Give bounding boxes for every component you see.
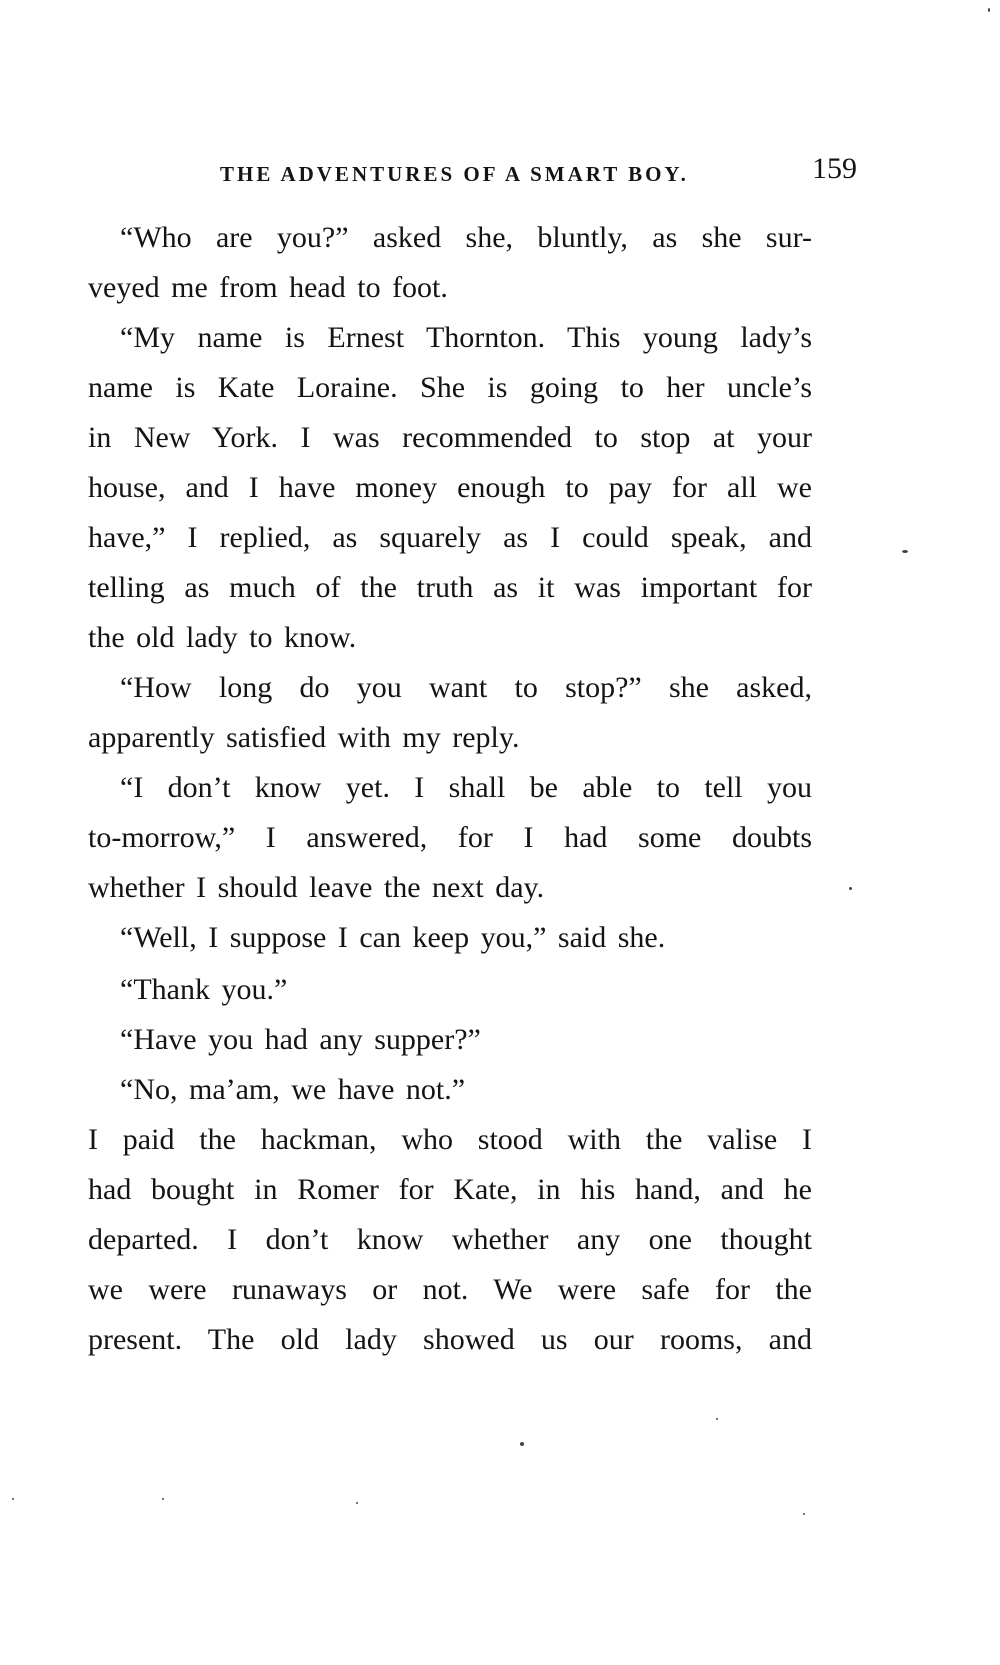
scan-speck xyxy=(356,1502,358,1504)
text-line: whether I should leave the next day. xyxy=(88,871,545,904)
text-line: “Have you had any supper?” xyxy=(120,1023,481,1056)
text-line: telling as much of the truth as it was important for xyxy=(88,571,812,604)
text-line: “No, ma’am, we have not.” xyxy=(120,1073,466,1106)
text-line: “Thank you.” xyxy=(120,973,288,1006)
scan-speck xyxy=(162,1498,164,1500)
text-line: apparently satisfied with my reply. xyxy=(88,721,520,754)
scan-speck xyxy=(716,1418,718,1420)
scan-speck xyxy=(12,1498,14,1500)
text-line: to-morrow,” I answered, for I had some doubts xyxy=(88,821,812,854)
text-line: have,” I replied, as squarely as I could speak, and xyxy=(88,521,812,554)
text-line: “Who are you?” asked she, bluntly, as she sur- xyxy=(120,221,812,254)
text-line: we were runaways or not. We were safe for the xyxy=(88,1273,812,1306)
text-line: present. The old lady showed us our rooms, and xyxy=(88,1323,812,1356)
text-line: “My name is Ernest Thornton. This young lady’s xyxy=(120,321,812,354)
text-line: in New York. I was recommended to stop at your xyxy=(88,421,812,454)
page-number: 159 xyxy=(812,152,857,185)
text-line: house, and I have money enough to pay for all we xyxy=(88,471,812,504)
scan-speck xyxy=(988,8,990,12)
scan-speck xyxy=(520,1442,524,1446)
text-line: departed. I don’t know whether any one thought xyxy=(88,1223,812,1256)
text-line: “How long do you want to stop?” she asked, xyxy=(120,671,812,704)
text-line: name is Kate Loraine. She is going to her uncle’s xyxy=(88,371,812,404)
scan-speck xyxy=(849,887,852,890)
scan-speck xyxy=(902,550,908,553)
text-line: “Well, I suppose I can keep you,” said she. xyxy=(120,921,666,954)
text-line: “I don’t know yet. I shall be able to tell you xyxy=(120,771,812,804)
text-line: the old lady to know. xyxy=(88,621,357,654)
text-line: had bought in Romer for Kate, in his hand, and he xyxy=(88,1173,812,1206)
text-line: veyed me from head to foot. xyxy=(88,271,448,304)
text-line: I paid the hackman, who stood with the valise I xyxy=(88,1123,812,1156)
running-title: THE ADVENTURES OF A SMART BOY. xyxy=(220,162,689,186)
scan-speck xyxy=(803,1513,805,1515)
